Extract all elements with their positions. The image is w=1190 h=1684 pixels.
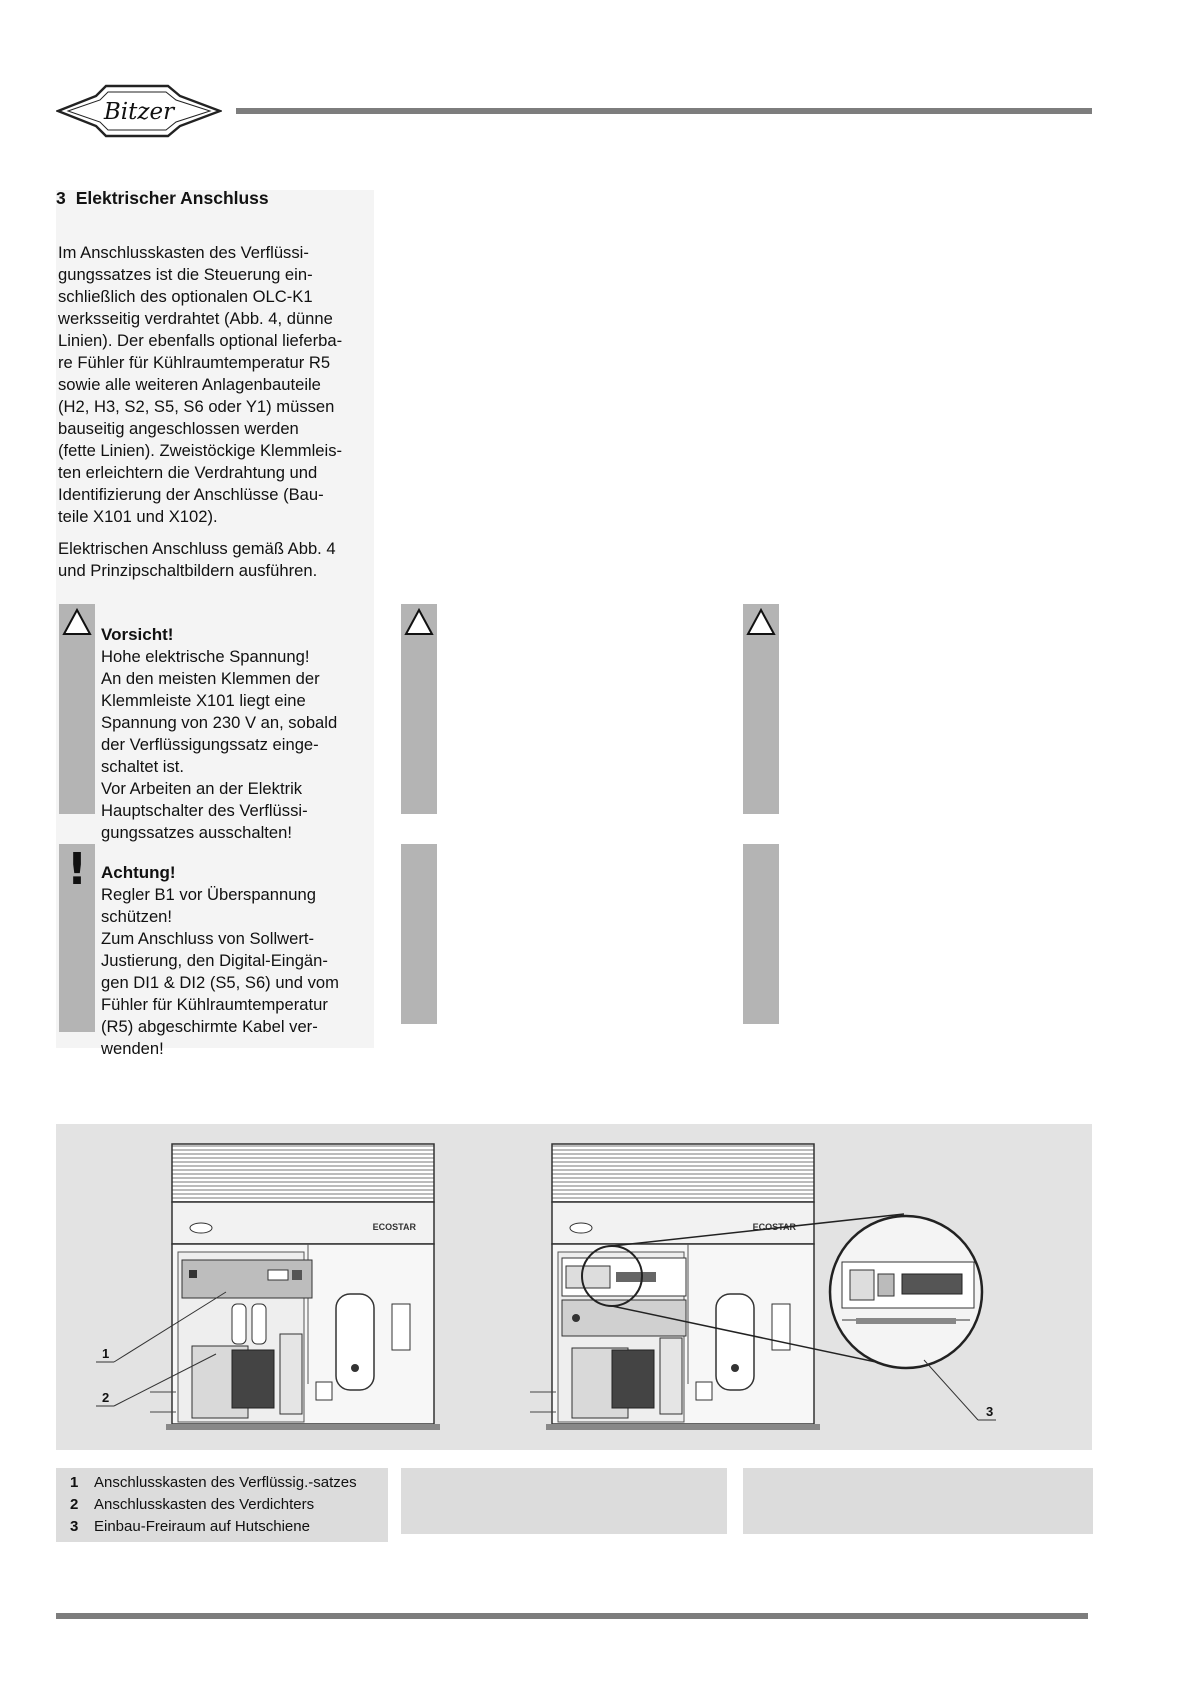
- section-title-text: Elektrischer Anschluss: [75, 188, 269, 208]
- body-paragraph-2: Elektrischen Anschluss gemäß Abb. 4 und Prinzipschaltbildern ausführen.: [58, 539, 336, 580]
- attention-heading: Achtung!: [101, 863, 176, 882]
- attention-notice: [101, 840, 377, 1060]
- legend-box-col2: [401, 1468, 727, 1534]
- caution-text: Hohe elektrische Spannung! An den meisten Klemmen der Klemmleiste X101 liegt eine Spannung von 230 V an, sobald der Verflüssigungssatz einge- schaltet ist. Vor Arbeiten an der Elektrik Hauptschalter des Verflüssi- gungssatzes ausschalten!: [101, 647, 338, 842]
- legend-box-col3: [743, 1468, 1093, 1534]
- section-number: 3: [56, 188, 66, 208]
- caution-heading: Vorsicht!: [101, 625, 174, 644]
- attention-bar-col3: [743, 844, 779, 1024]
- callout-3: 3: [986, 1404, 994, 1419]
- legend-item: 2 Anschlusskasten des Verdichters: [70, 1496, 315, 1513]
- body-paragraph-1: Im Anschlusskasten des Verflüssi- gungssatzes ist die Steuerung ein- schließlich des optionalen OLC-K1 werksseitig verdrahtet (Abb. 4, dünne Linien). Der ebenfalls optional lieferba- re Fühler für Kühlraumtemperatur R5 sowie alle weiteren Anlagenbauteile (H2, H3, S2, S5, S6 oder Y1) müssen bauseitig angeschlossen werden (fette Linien). Zweistöckige Klemmleis- ten erleichtern die Verdrahtung und Identifizierung der Anschlüsse (Bau- teile X101 und X102).: [58, 243, 343, 526]
- callout-2: 2: [102, 1390, 110, 1405]
- legend-item: 3 Einbau-Freiraum auf Hutschiene: [70, 1518, 310, 1535]
- attention-text: Regler B1 vor Überspannung schützen! Zum Anschluss von Sollwert- Justierung, den Digital-Eingän- gen DI1 & DI2 (S5, S6) und vom Fühler für Kühlraumtemperatur (R5) abgeschirmte Kabel ver- wenden!: [101, 885, 339, 1058]
- svg-text:ECOSTAR: ECOSTAR: [752, 1222, 796, 1232]
- callout-1: 1: [102, 1346, 110, 1361]
- figure-illustration: [56, 1124, 1092, 1450]
- unit-right: [530, 1144, 820, 1430]
- exclamation-icon: !: [66, 844, 88, 895]
- header-rule: [236, 108, 1092, 114]
- logo-text: Bitzer: [103, 99, 175, 125]
- zoom-detail: [830, 1216, 982, 1368]
- legend-item: 1 Anschlusskasten des Verflüssig.-satzes: [70, 1474, 357, 1491]
- svg-text:ECOSTAR: ECOSTAR: [372, 1222, 416, 1232]
- section-title: [56, 188, 269, 209]
- attention-bar-col2: [401, 844, 437, 1024]
- footer-rule: [56, 1613, 1088, 1619]
- warning-triangle-icon: [746, 608, 776, 636]
- caution-notice: [101, 602, 377, 844]
- warning-triangle-icon: [62, 608, 92, 636]
- warning-triangle-icon: [404, 608, 434, 636]
- unit-left: [150, 1144, 440, 1430]
- bitzer-logo: [56, 82, 222, 140]
- condensing-unit-figure: [56, 1124, 1092, 1450]
